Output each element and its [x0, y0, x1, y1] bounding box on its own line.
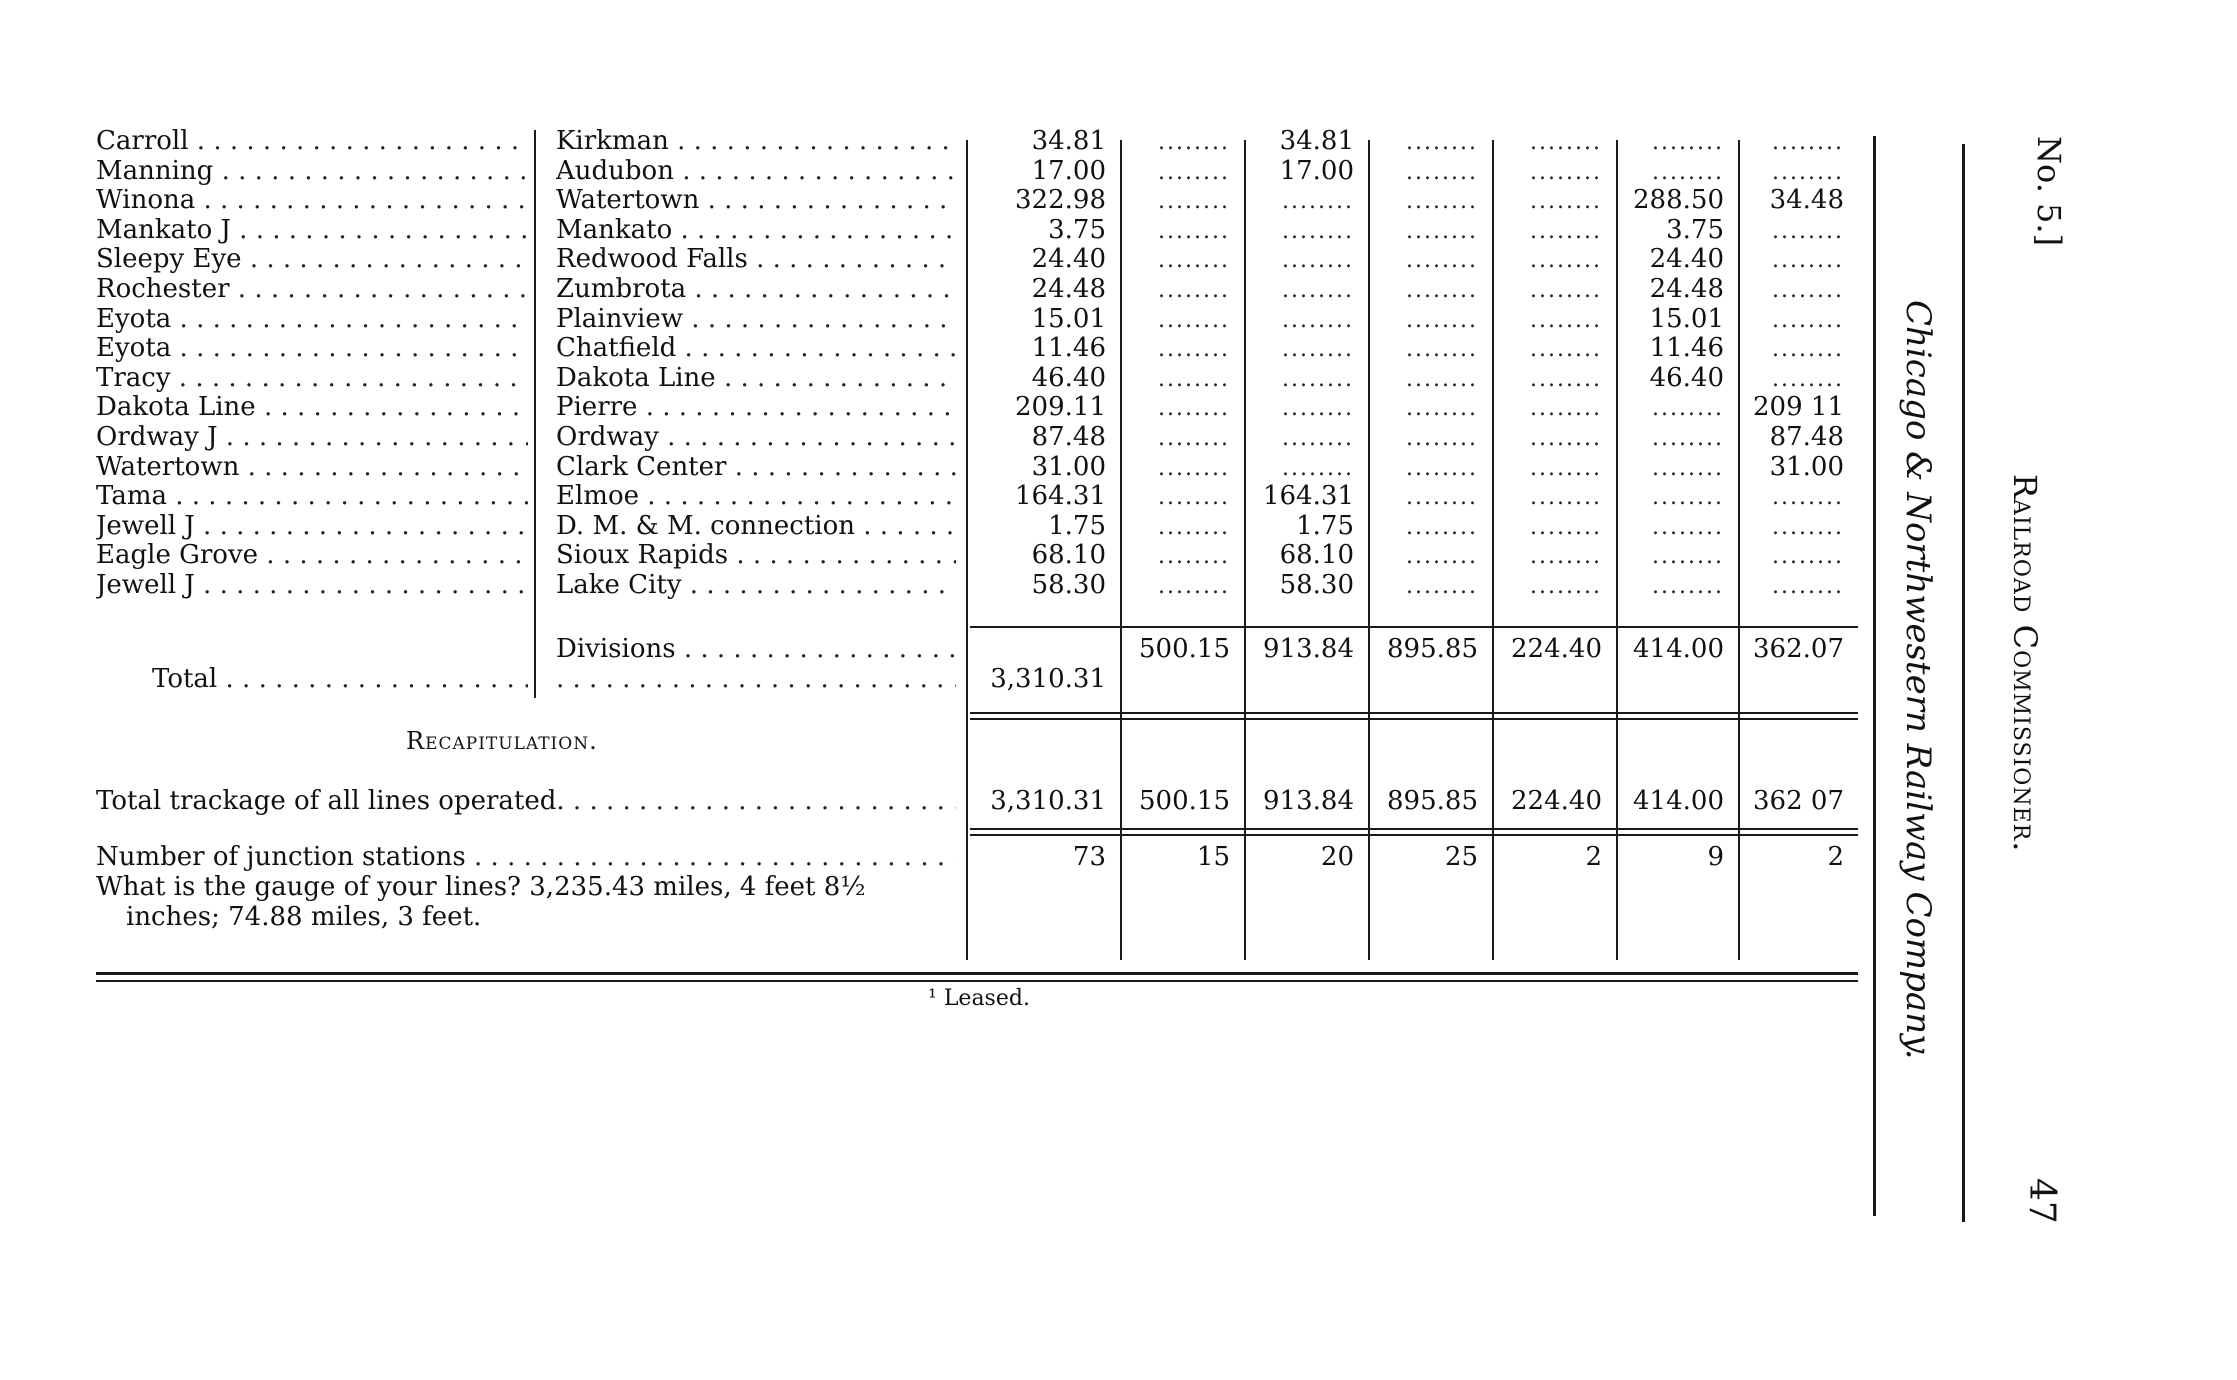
- mileage-cell: ........: [1530, 426, 1602, 451]
- junction-value: 15: [1196, 842, 1230, 872]
- divisions-value: 414.00: [1633, 634, 1724, 664]
- mileage-cell: ........: [1158, 130, 1230, 155]
- mileage-cell: 288.50: [1633, 185, 1724, 216]
- table-row: [0, 244, 2237, 274]
- divisions-value: 895.85: [1387, 634, 1478, 664]
- mileage-cell: ........: [1158, 218, 1230, 244]
- mileage-cell: ........: [1530, 159, 1602, 185]
- from-station: Manning . . .: [96, 156, 528, 186]
- mileage-cell: 46.40: [1031, 362, 1106, 393]
- from-station: Eyota . . .: [96, 333, 528, 363]
- mileage-cell: ........: [1652, 455, 1724, 481]
- divisions-value: 362.07: [1753, 634, 1844, 664]
- mileage-cell: ........: [1530, 574, 1602, 599]
- mileage-cell: ........: [1652, 159, 1724, 185]
- mileage-cell: ........: [1158, 426, 1230, 451]
- to-station: Lake City . . .: [556, 570, 956, 600]
- mileage-cell: 15.01: [1031, 303, 1106, 334]
- trackage-label: Total trackage of all lines operated. . . .: [96, 786, 956, 816]
- mileage-cell: ........: [1406, 366, 1478, 392]
- to-station: Redwood Falls . . .: [556, 244, 956, 274]
- mileage-cell: ........: [1406, 307, 1478, 333]
- footnote: ¹ Leased.: [928, 986, 1030, 1011]
- from-station: Eyota . . .: [96, 304, 528, 334]
- mileage-cell: ........: [1406, 278, 1478, 303]
- mileage-cell: ........: [1158, 455, 1230, 481]
- mileage-cell: ........: [1158, 278, 1230, 303]
- trackage-value: 500.15: [1139, 786, 1230, 816]
- mileage-cell: 209 11: [1753, 392, 1844, 423]
- mileage-cell: 87.48: [1031, 422, 1106, 452]
- to-station: Sioux Rapids . . .: [556, 540, 956, 570]
- mileage-cell: ........: [1530, 485, 1602, 511]
- mileage-cell: ........: [1772, 248, 1844, 274]
- from-station: Jewell J . . .: [96, 511, 528, 541]
- from-station: Tama . . .: [96, 481, 528, 511]
- mileage-cell: ........: [1530, 455, 1602, 481]
- mileage-cell: ........: [1406, 130, 1478, 155]
- table-row: [0, 215, 2237, 245]
- mileage-cell: ........: [1282, 455, 1354, 481]
- from-station: Tracy . . .: [96, 363, 528, 393]
- mileage-cell: ........: [1406, 544, 1478, 570]
- mileage-cell: 31.00: [1769, 451, 1844, 482]
- mileage-cell: 1.75: [1296, 510, 1354, 541]
- mileage-cell: ........: [1158, 514, 1230, 540]
- mileage-cell: ........: [1406, 514, 1478, 540]
- mileage-cell: ........: [1772, 278, 1844, 303]
- junction-value: 20: [1320, 842, 1354, 872]
- mileage-cell: ........: [1158, 485, 1230, 511]
- mileage-cell: ........: [1652, 514, 1724, 540]
- mileage-cell: 34.81: [1279, 126, 1354, 156]
- mileage-cell: ........: [1772, 366, 1844, 392]
- mileage-cell: ........: [1282, 366, 1354, 392]
- mileage-cell: ........: [1772, 544, 1844, 570]
- to-station: Plainview . . .: [556, 304, 956, 334]
- from-station: Watertown . . .: [96, 452, 528, 482]
- mileage-cell: ........: [1652, 130, 1724, 155]
- trackage-value: 414.00: [1633, 786, 1724, 816]
- table-row: [0, 185, 2237, 215]
- mileage-cell: ........: [1772, 485, 1844, 511]
- junction-value: 25: [1444, 842, 1478, 872]
- company-title: Chicago & Northwestern Railway Company.: [1898, 300, 1938, 1060]
- total-label: Total . . .: [152, 664, 528, 694]
- mileage-cell: 34.81: [1031, 126, 1106, 156]
- mileage-cell: ........: [1530, 189, 1602, 215]
- from-station: Ordway J . . .: [96, 422, 528, 452]
- mileage-cell: 164.31: [1263, 481, 1354, 512]
- mileage-cell: ........: [1282, 248, 1354, 274]
- junction-value: 2: [1827, 842, 1844, 872]
- subtotal-rule: [970, 626, 1858, 628]
- mileage-cell: ........: [1158, 189, 1230, 215]
- mileage-cell: ........: [1530, 307, 1602, 333]
- mileage-cell: ........: [1282, 307, 1354, 333]
- mileage-cell: ........: [1282, 426, 1354, 451]
- mileage-cell: 3.75: [1048, 214, 1106, 245]
- mileage-cell: 68.10: [1279, 540, 1354, 571]
- gauge-question-line2: inches; 74.88 miles, 3 feet.: [126, 902, 482, 932]
- table-row: [0, 156, 2237, 186]
- divisions-value: 913.84: [1263, 634, 1354, 664]
- mileage-cell: 15.01: [1649, 303, 1724, 334]
- mileage-cell: 31.00: [1031, 451, 1106, 482]
- mileage-cell: 68.10: [1031, 540, 1106, 571]
- mileage-cell: ........: [1158, 366, 1230, 392]
- mileage-cell: ........: [1406, 189, 1478, 215]
- gauge-question-line1: What is the gauge of your lines? 3,235.43 miles, 4 feet 8½: [96, 872, 866, 902]
- mileage-cell: 164.31: [1015, 481, 1106, 512]
- mileage-cell: ........: [1406, 337, 1478, 363]
- mileage-cell: ........: [1772, 307, 1844, 333]
- mileage-cell: ........: [1158, 159, 1230, 185]
- mileage-cell: 11.46: [1031, 333, 1106, 364]
- mileage-cell: 58.30: [1279, 570, 1354, 600]
- total-value: 3,310.31: [990, 664, 1106, 694]
- mileage-cell: 24.40: [1649, 244, 1724, 275]
- to-station: D. M. & M. connection . . .: [556, 511, 956, 541]
- mileage-cell: ........: [1772, 130, 1844, 155]
- junction-value: 2: [1585, 842, 1602, 872]
- divisions-value: 224.40: [1511, 634, 1602, 664]
- mileage-cell: ........: [1772, 514, 1844, 540]
- mileage-cell: ........: [1652, 544, 1724, 570]
- mileage-cell: ........: [1652, 426, 1724, 451]
- mileage-cell: ........: [1772, 337, 1844, 363]
- mileage-cell: 17.00: [1031, 155, 1106, 186]
- mileage-cell: 11.46: [1649, 333, 1724, 364]
- mileage-cell: ........: [1406, 574, 1478, 599]
- mileage-cell: 34.48: [1769, 185, 1844, 216]
- mileage-cell: ........: [1158, 307, 1230, 333]
- mileage-cell: ........: [1530, 278, 1602, 303]
- to-station: Dakota Line . . .: [556, 363, 956, 393]
- mileage-cell: ........: [1406, 248, 1478, 274]
- mileage-cell: ........: [1406, 218, 1478, 244]
- from-station: Rochester . . .: [96, 274, 528, 304]
- running-head: Railroad Commissioner.: [2006, 474, 2044, 853]
- trackage-value: 3,310.31: [990, 786, 1106, 816]
- mileage-cell: ........: [1772, 574, 1844, 599]
- mileage-cell: 87.48: [1769, 422, 1844, 452]
- mileage-cell: ........: [1530, 248, 1602, 274]
- mileage-cell: ........: [1282, 396, 1354, 422]
- from-station: Dakota Line . . .: [96, 392, 528, 422]
- mileage-cell: ........: [1406, 485, 1478, 511]
- to-station: Clark Center . . .: [556, 452, 956, 482]
- trackage-value: 362 07: [1753, 786, 1844, 816]
- junction-label: Number of junction stations . . .: [96, 842, 956, 872]
- to-station: Audubon . . .: [556, 156, 956, 186]
- trackage-value: 224.40: [1511, 786, 1602, 816]
- mileage-cell: ........: [1530, 218, 1602, 244]
- mileage-cell: ........: [1772, 159, 1844, 185]
- mileage-cell: 24.40: [1031, 244, 1106, 275]
- total-leader: [556, 664, 956, 694]
- trackage-value: 913.84: [1263, 786, 1354, 816]
- to-station: Elmoe . . .: [556, 481, 956, 511]
- from-station: Carroll . . .: [96, 126, 528, 156]
- mileage-cell: ........: [1530, 337, 1602, 363]
- mileage-cell: ........: [1406, 426, 1478, 451]
- mileage-cell: 46.40: [1649, 362, 1724, 393]
- mileage-cell: ........: [1652, 396, 1724, 422]
- to-station: Kirkman . . .: [556, 126, 956, 156]
- mileage-cell: ........: [1158, 248, 1230, 274]
- table-row: [0, 126, 2237, 156]
- mileage-cell: ........: [1282, 337, 1354, 363]
- to-station: Zumbrota . . .: [556, 274, 956, 304]
- trackage-value: 895.85: [1387, 786, 1478, 816]
- total-double-rule-a: [970, 712, 1858, 714]
- mileage-cell: 209.11: [1015, 392, 1106, 423]
- to-station: Ordway . . .: [556, 422, 956, 452]
- mileage-cell: ........: [1406, 455, 1478, 481]
- page-number: 47: [2021, 1178, 2062, 1224]
- total-double-rule-b: [970, 718, 1858, 720]
- mileage-cell: 24.48: [1649, 274, 1724, 304]
- from-station: Sleepy Eye . . .: [96, 244, 528, 274]
- to-station: Pierre . . .: [556, 392, 956, 422]
- mileage-cell: 17.00: [1279, 155, 1354, 186]
- junction-value: 73: [1072, 842, 1106, 872]
- mileage-cell: 24.48: [1031, 274, 1106, 304]
- mileage-cell: ........: [1652, 574, 1724, 599]
- mileage-cell: ........: [1158, 396, 1230, 422]
- recap-heading: Recapitulation.: [406, 727, 598, 755]
- from-station: Jewell J . . .: [96, 570, 528, 600]
- mileage-cell: ........: [1158, 337, 1230, 363]
- to-station: Chatfield . . .: [556, 333, 956, 363]
- from-station: Winona . . .: [96, 185, 528, 215]
- mileage-cell: 1.75: [1048, 510, 1106, 541]
- mileage-cell: ........: [1530, 366, 1602, 392]
- mileage-cell: ........: [1530, 396, 1602, 422]
- mileage-cell: ........: [1530, 514, 1602, 540]
- mileage-cell: ........: [1282, 278, 1354, 303]
- bottom-rule-b: [96, 980, 1858, 982]
- mileage-cell: ........: [1406, 396, 1478, 422]
- divisions-value: 500.15: [1139, 634, 1230, 664]
- mileage-cell: ........: [1158, 544, 1230, 570]
- mileage-cell: ........: [1530, 130, 1602, 155]
- recap-double-rule-b: [970, 834, 1858, 836]
- bottom-rule-a: [96, 972, 1858, 975]
- mileage-cell: 58.30: [1031, 570, 1106, 600]
- mileage-cell: ........: [1652, 485, 1724, 511]
- mileage-cell: ........: [1406, 159, 1478, 185]
- to-station: Watertown . . .: [556, 185, 956, 215]
- divisions-label: Divisions . . .: [556, 634, 956, 664]
- from-station: Eagle Grove . . .: [96, 540, 528, 570]
- mileage-cell: 322.98: [1015, 185, 1106, 216]
- mileage-cell: ........: [1282, 218, 1354, 244]
- document-number: No. 5.]: [2030, 136, 2068, 247]
- to-station: Mankato . . .: [556, 215, 956, 245]
- junction-value: 9: [1707, 842, 1724, 872]
- mileage-cell: ........: [1772, 218, 1844, 244]
- mileage-cell: ........: [1530, 544, 1602, 570]
- recap-double-rule-a: [970, 828, 1858, 830]
- from-station: Mankato J . . .: [96, 215, 528, 245]
- mileage-cell: ........: [1158, 574, 1230, 599]
- mileage-cell: 3.75: [1666, 214, 1724, 245]
- mileage-cell: ........: [1282, 189, 1354, 215]
